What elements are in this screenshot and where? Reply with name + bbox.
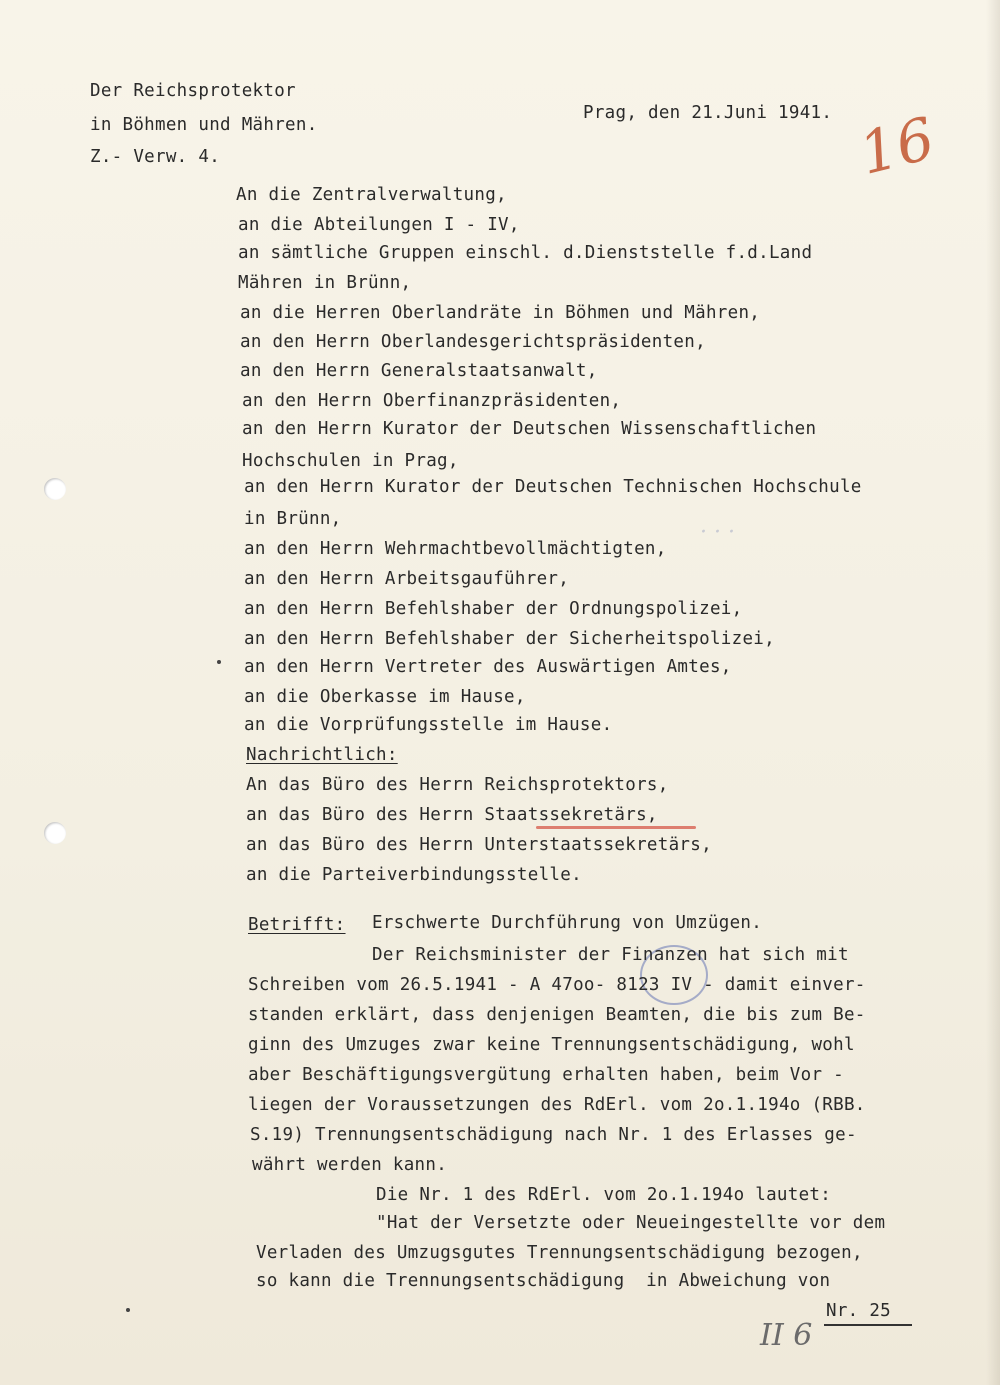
recipient-line: an die Abteilungen I - IV,: [238, 215, 520, 235]
recipient-line: an den Herrn Oberlandesgerichtspräsidenten,: [240, 332, 706, 352]
recipient-line: an den Herrn Kurator der Deutschen Wissenschaftlichen: [242, 419, 817, 439]
copy-recipient-line: an die Parteiverbindungsstelle.: [246, 865, 582, 885]
recipient-line: An die Zentralverwaltung,: [236, 185, 507, 205]
body-line: S.19) Trennungsentschädigung nach Nr. 1 des Erlasses ge-: [250, 1125, 857, 1145]
authority-line-1: Der Reichsprotektor: [90, 81, 296, 101]
body-line: standen erklärt, dass denjenigen Beamten, die bis zum Be-: [248, 1005, 866, 1025]
copy-recipient-line: an das Büro des Herrn Staatssekretärs,: [246, 805, 658, 825]
punch-hole-top: [44, 478, 66, 500]
recipient-line: an den Herrn Generalstaatsanwalt,: [240, 361, 598, 381]
subject-label: Betrifft:: [248, 915, 346, 935]
reference-code: Z.- Verw. 4.: [90, 147, 221, 167]
body-line: Die Nr. 1 des RdErl. vom 2o.1.194o lautet:: [376, 1185, 832, 1205]
footer-reference: Nr. 25: [826, 1301, 892, 1321]
body-line: währt werden kann.: [252, 1155, 448, 1175]
handwritten-page-mark: 16: [852, 104, 941, 188]
recipient-line: an den Herrn Arbeitsgauführer,: [244, 569, 570, 589]
copy-recipient-line: an das Büro des Herrn Unterstaatssekretärs,: [246, 835, 712, 855]
recipient-line: an den Herrn Befehlshaber der Ordnungspolizei,: [244, 599, 743, 619]
authority-line-2: in Böhmen und Mähren.: [90, 115, 318, 135]
recipient-line: in Brünn,: [244, 509, 342, 529]
recipient-line: Hochschulen in Prag,: [242, 451, 459, 471]
place-date: Prag, den 21.Juni 1941.: [583, 103, 833, 123]
body-line: so kann die Trennungsentschädigung in Abweichung von: [256, 1271, 831, 1291]
body-line: aber Beschäftigungsvergütung erhalten haben, beim Vor -: [248, 1065, 844, 1085]
faint-stamp-mark: · · ·: [700, 520, 735, 545]
body-line: Der Reichsminister der Finanzen hat sich mit: [372, 945, 849, 965]
margin-dot: [126, 1308, 130, 1312]
body-line: "Hat der Versetzte oder Neueingestellte vor dem: [376, 1213, 886, 1233]
recipient-line: an die Herren Oberlandräte in Böhmen und Mähren,: [240, 303, 761, 323]
recipient-line: an den Herrn Vertreter des Auswärtigen Amtes,: [244, 657, 732, 677]
margin-dot: [217, 660, 221, 664]
body-line: Schreiben vom 26.5.1941 - A 47oo- 8123 IV - damit einver-: [248, 975, 866, 995]
recipient-line: an die Vorprüfungsstelle im Hause.: [244, 715, 613, 735]
recipient-line: an die Oberkasse im Hause,: [244, 687, 526, 707]
recipient-line: an den Herrn Wehrmachtbevollmächtigten,: [244, 539, 667, 559]
copy-recipient-line: An das Büro des Herrn Reichsprotektors,: [246, 775, 669, 795]
body-line: liegen der Voraussetzungen des RdErl. vom 2o.1.194o (RBB.: [248, 1095, 866, 1115]
punch-hole-bottom: [44, 822, 66, 844]
page-edge-shadow: [986, 0, 1000, 1385]
red-underline: [536, 826, 696, 829]
footer-reference-underline: [824, 1324, 912, 1326]
body-line: Verladen des Umzugsgutes Trennungsentschädigung bezogen,: [256, 1243, 863, 1263]
recipient-line: Mähren in Brünn,: [238, 273, 412, 293]
recipient-line: an den Herrn Befehlshaber der Sicherheitspolizei,: [244, 629, 775, 649]
pencil-mark: II 6: [760, 1318, 813, 1353]
recipient-line: an sämtliche Gruppen einschl. d.Dienststelle f.d.Land: [238, 243, 813, 263]
subject-text: Erschwerte Durchführung von Umzügen.: [372, 913, 763, 933]
copy-heading: Nachrichtlich:: [246, 745, 398, 765]
body-line: ginn des Umzuges zwar keine Trennungsentschädigung, wohl: [248, 1035, 855, 1055]
recipient-line: an den Herrn Oberfinanzpräsidenten,: [242, 391, 622, 411]
recipient-line: an den Herrn Kurator der Deutschen Technischen Hochschule: [244, 477, 862, 497]
